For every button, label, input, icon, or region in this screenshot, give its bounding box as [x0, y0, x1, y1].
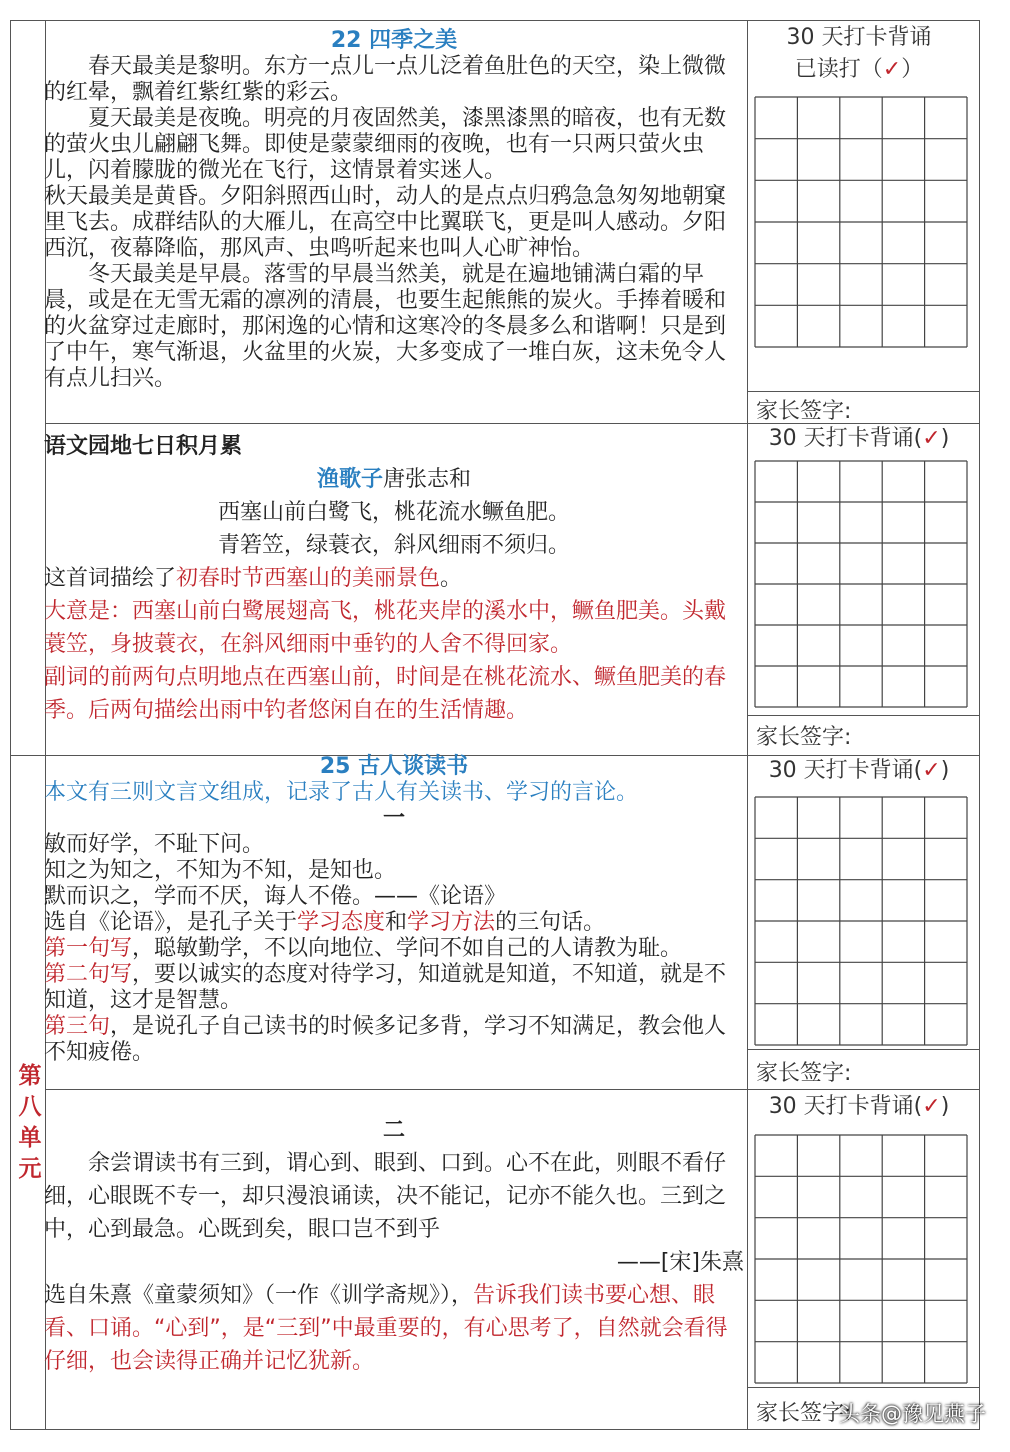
- checkin-title: 30 天打卡背诵: [786, 25, 932, 50]
- parent-sign-2: 家长签字:: [756, 725, 852, 750]
- unit-char: 八: [18, 1094, 42, 1120]
- sign-divider: [747, 1049, 979, 1050]
- section-reading-1: [44, 754, 744, 1066]
- note-text: 选自《论语》，是孔子关于: [44, 910, 298, 935]
- check-icon: ✓: [922, 758, 941, 783]
- paragraph: 春天最美是黎明。东方一点儿一点儿泛着鱼肚色的天空，染上微微的红晕，飘着红紫红紫的彩云。: [44, 54, 727, 105]
- check-icon: ✓: [922, 426, 941, 451]
- checkin-title: 30 天打卡背诵(: [768, 758, 923, 783]
- section-intro: 本文有三则文言文组成，记录了古人有关读书、学习的言论。: [44, 780, 639, 805]
- section-reading-2: [44, 1114, 744, 1378]
- note-highlight: 第二句写: [44, 962, 133, 987]
- explanation-1: [44, 936, 744, 962]
- part-number: 一: [382, 806, 405, 831]
- checkin-title: 30 天打卡背诵(: [768, 426, 923, 451]
- checkin-grid-4[interactable]: [754, 1134, 968, 1384]
- unit-label: [17, 1061, 43, 1185]
- checkin-text: ): [940, 426, 950, 451]
- explanation-2: [44, 962, 744, 1014]
- note-highlight: 第三句: [44, 1014, 111, 1039]
- poem-analysis: 副词的前两句点明地点在西塞山前，时间是在桃花流水、鳜鱼肥美的春季。后两句描绘出雨中钓者悠闲自在的生活情趣。: [44, 665, 727, 723]
- explanation-3: [44, 1014, 744, 1066]
- desc-text: 。: [440, 566, 463, 591]
- unit-char: 元: [18, 1156, 42, 1182]
- note-highlight: 学习方法: [407, 910, 496, 935]
- note-highlight: 学习态度: [297, 910, 386, 935]
- grid-lines: [754, 460, 968, 708]
- classic-line: 知之为知之，不知为不知，是知也。: [44, 858, 397, 883]
- note-text: 选自朱熹《童蒙须知》（一作《训学斋规》），: [44, 1283, 474, 1308]
- parent-sign-3: 家长签字:: [756, 1061, 852, 1086]
- note-highlight: 告诉我们读书要心想、眼看、口诵。“心到”，是“三到”中最重要的，有心思考了，自然就会看得仔细，也会读得正确并记忆犹新。: [44, 1283, 728, 1374]
- check-icon: ✓: [922, 1094, 941, 1119]
- checkin-column-divider: [747, 21, 748, 1429]
- checkin-text: ）: [901, 57, 924, 82]
- paragraph: 冬天最美是早晨。落雪的早晨当然美，就是在遍地铺满白霜的早晨，或是在无雪无霜的凛冽的清晨，也要生起熊熊的炭火。手捧着暖和的火盆穿过走廊时，那闲逸的心情和这寒冷的冬晨多么和谐啊！只是到了中午，寒气渐退，火盆里的火炭，大多变成了一堆白灰，这未免令人有点儿扫兴。: [44, 262, 727, 391]
- checkin-text: ): [940, 1094, 950, 1119]
- note-text: ，聪敏勤学，不以向地位、学问不如自己的人请教为耻。: [132, 936, 683, 961]
- sign-divider: [747, 391, 979, 392]
- parent-sign-4: 家长签字:: [756, 1401, 852, 1426]
- section-title: 25 古人谈读书: [319, 754, 469, 779]
- note-highlight: 第一句写: [44, 936, 133, 961]
- checkin-title: 30 天打卡背诵(: [768, 1094, 923, 1119]
- poem-title-line: [44, 463, 744, 496]
- checkin-read-line: [748, 54, 970, 86]
- section-title: 22 四季之美: [330, 28, 458, 53]
- classic-line: 敏而好学，不耻下问。: [44, 832, 265, 857]
- note-text: ，要以诚实的态度对待学习，知道就是知道，不知道，就是不知道，这才是智慧。: [44, 962, 727, 1013]
- checkin-header-4: [748, 1092, 970, 1122]
- classic-line: 默而识之，学而不厌，诲人不倦。——《论语》: [44, 884, 507, 909]
- classic-author: ——[宋]朱熹: [616, 1250, 744, 1275]
- watermark: 头条@豫见燕子: [839, 1402, 986, 1426]
- checkin-grid-2[interactable]: [754, 460, 968, 708]
- poem-description: [44, 562, 744, 595]
- grid-lines: [754, 796, 968, 1046]
- section-seasons: [44, 28, 744, 392]
- note-text: 和: [385, 910, 408, 935]
- poem-title: 渔歌子: [316, 467, 383, 492]
- source-note: [44, 910, 744, 936]
- parent-sign-1: 家长签字:: [756, 399, 852, 424]
- checkin-header-2: [748, 424, 970, 454]
- sign-divider: [747, 1387, 979, 1388]
- grid-lines: [754, 1134, 968, 1384]
- checkin-header-1: [748, 22, 970, 86]
- checkin-grid-1[interactable]: [754, 96, 968, 348]
- poem-meaning: 大意是：西塞山前白鹭展翅高飞，桃花夹岸的溪水中，鳜鱼肥美。头戴蓑笠，身披蓑衣，在斜风细雨中垂钓的人舍不得回家。: [44, 599, 727, 657]
- paragraph: 夏天最美是夜晚。明亮的月夜固然美，漆黑漆黑的暗夜，也有无数的萤火虫儿翩翩飞舞。即使是蒙蒙细雨的夜晚，也有一只两只萤火虫儿，闪着朦胧的微光在飞行，这情景着实迷人。: [44, 106, 727, 183]
- checkin-text: ): [940, 758, 950, 783]
- poem-author: 唐张志和: [383, 467, 472, 492]
- note-text: ，是说孔子自己读书的时候多记多背，学习不知满足，教会他人不知疲倦。: [44, 1014, 727, 1065]
- unit-char: 单: [18, 1125, 42, 1151]
- desc-text: 这首词描绘了: [44, 566, 177, 591]
- section-poem: [44, 430, 744, 727]
- unit-char: 第: [18, 1063, 42, 1089]
- grid-lines: [754, 96, 968, 348]
- check-icon: ✓: [882, 57, 902, 82]
- poem-line: 西塞山前白鹭飞，桃花流水鳜鱼肥。: [217, 500, 570, 525]
- row-divider: [45, 1089, 979, 1090]
- classic-text: 余尝谓读书有三到，谓心到、眼到、口到。心不在此，则眼不看仔细，心眼既不专一，却只漫浪诵读，决不能记，记亦不能久也。三到之中，心到最急。心既到矣，眼口岂不到乎: [44, 1151, 727, 1242]
- poem-line: 青箬笠，绿蓑衣，斜风细雨不须归。: [217, 533, 570, 558]
- checkin-text: 已读打（: [794, 57, 883, 82]
- checkin-header-3: [748, 756, 970, 786]
- paragraph: 秋天最美是黄昏。夕阳斜照西山时，动人的是点点归鸦急急匆匆地朝窠里飞去。成群结队的大雁儿，在高空中比翼联飞，更是叫人感动。夕阳西沉，夜幕降临，那风声、虫鸣听起来也叫人心旷神怡。: [44, 184, 727, 261]
- desc-highlight: 初春时节西塞山的美丽景色: [176, 566, 441, 591]
- part-number: 二: [382, 1118, 405, 1143]
- source-note: [44, 1279, 744, 1378]
- checkin-grid-3[interactable]: [754, 796, 968, 1046]
- note-text: 的三句话。: [495, 910, 606, 935]
- section-heading: 语文园地七日积月累: [44, 434, 243, 459]
- sign-divider: [747, 715, 979, 716]
